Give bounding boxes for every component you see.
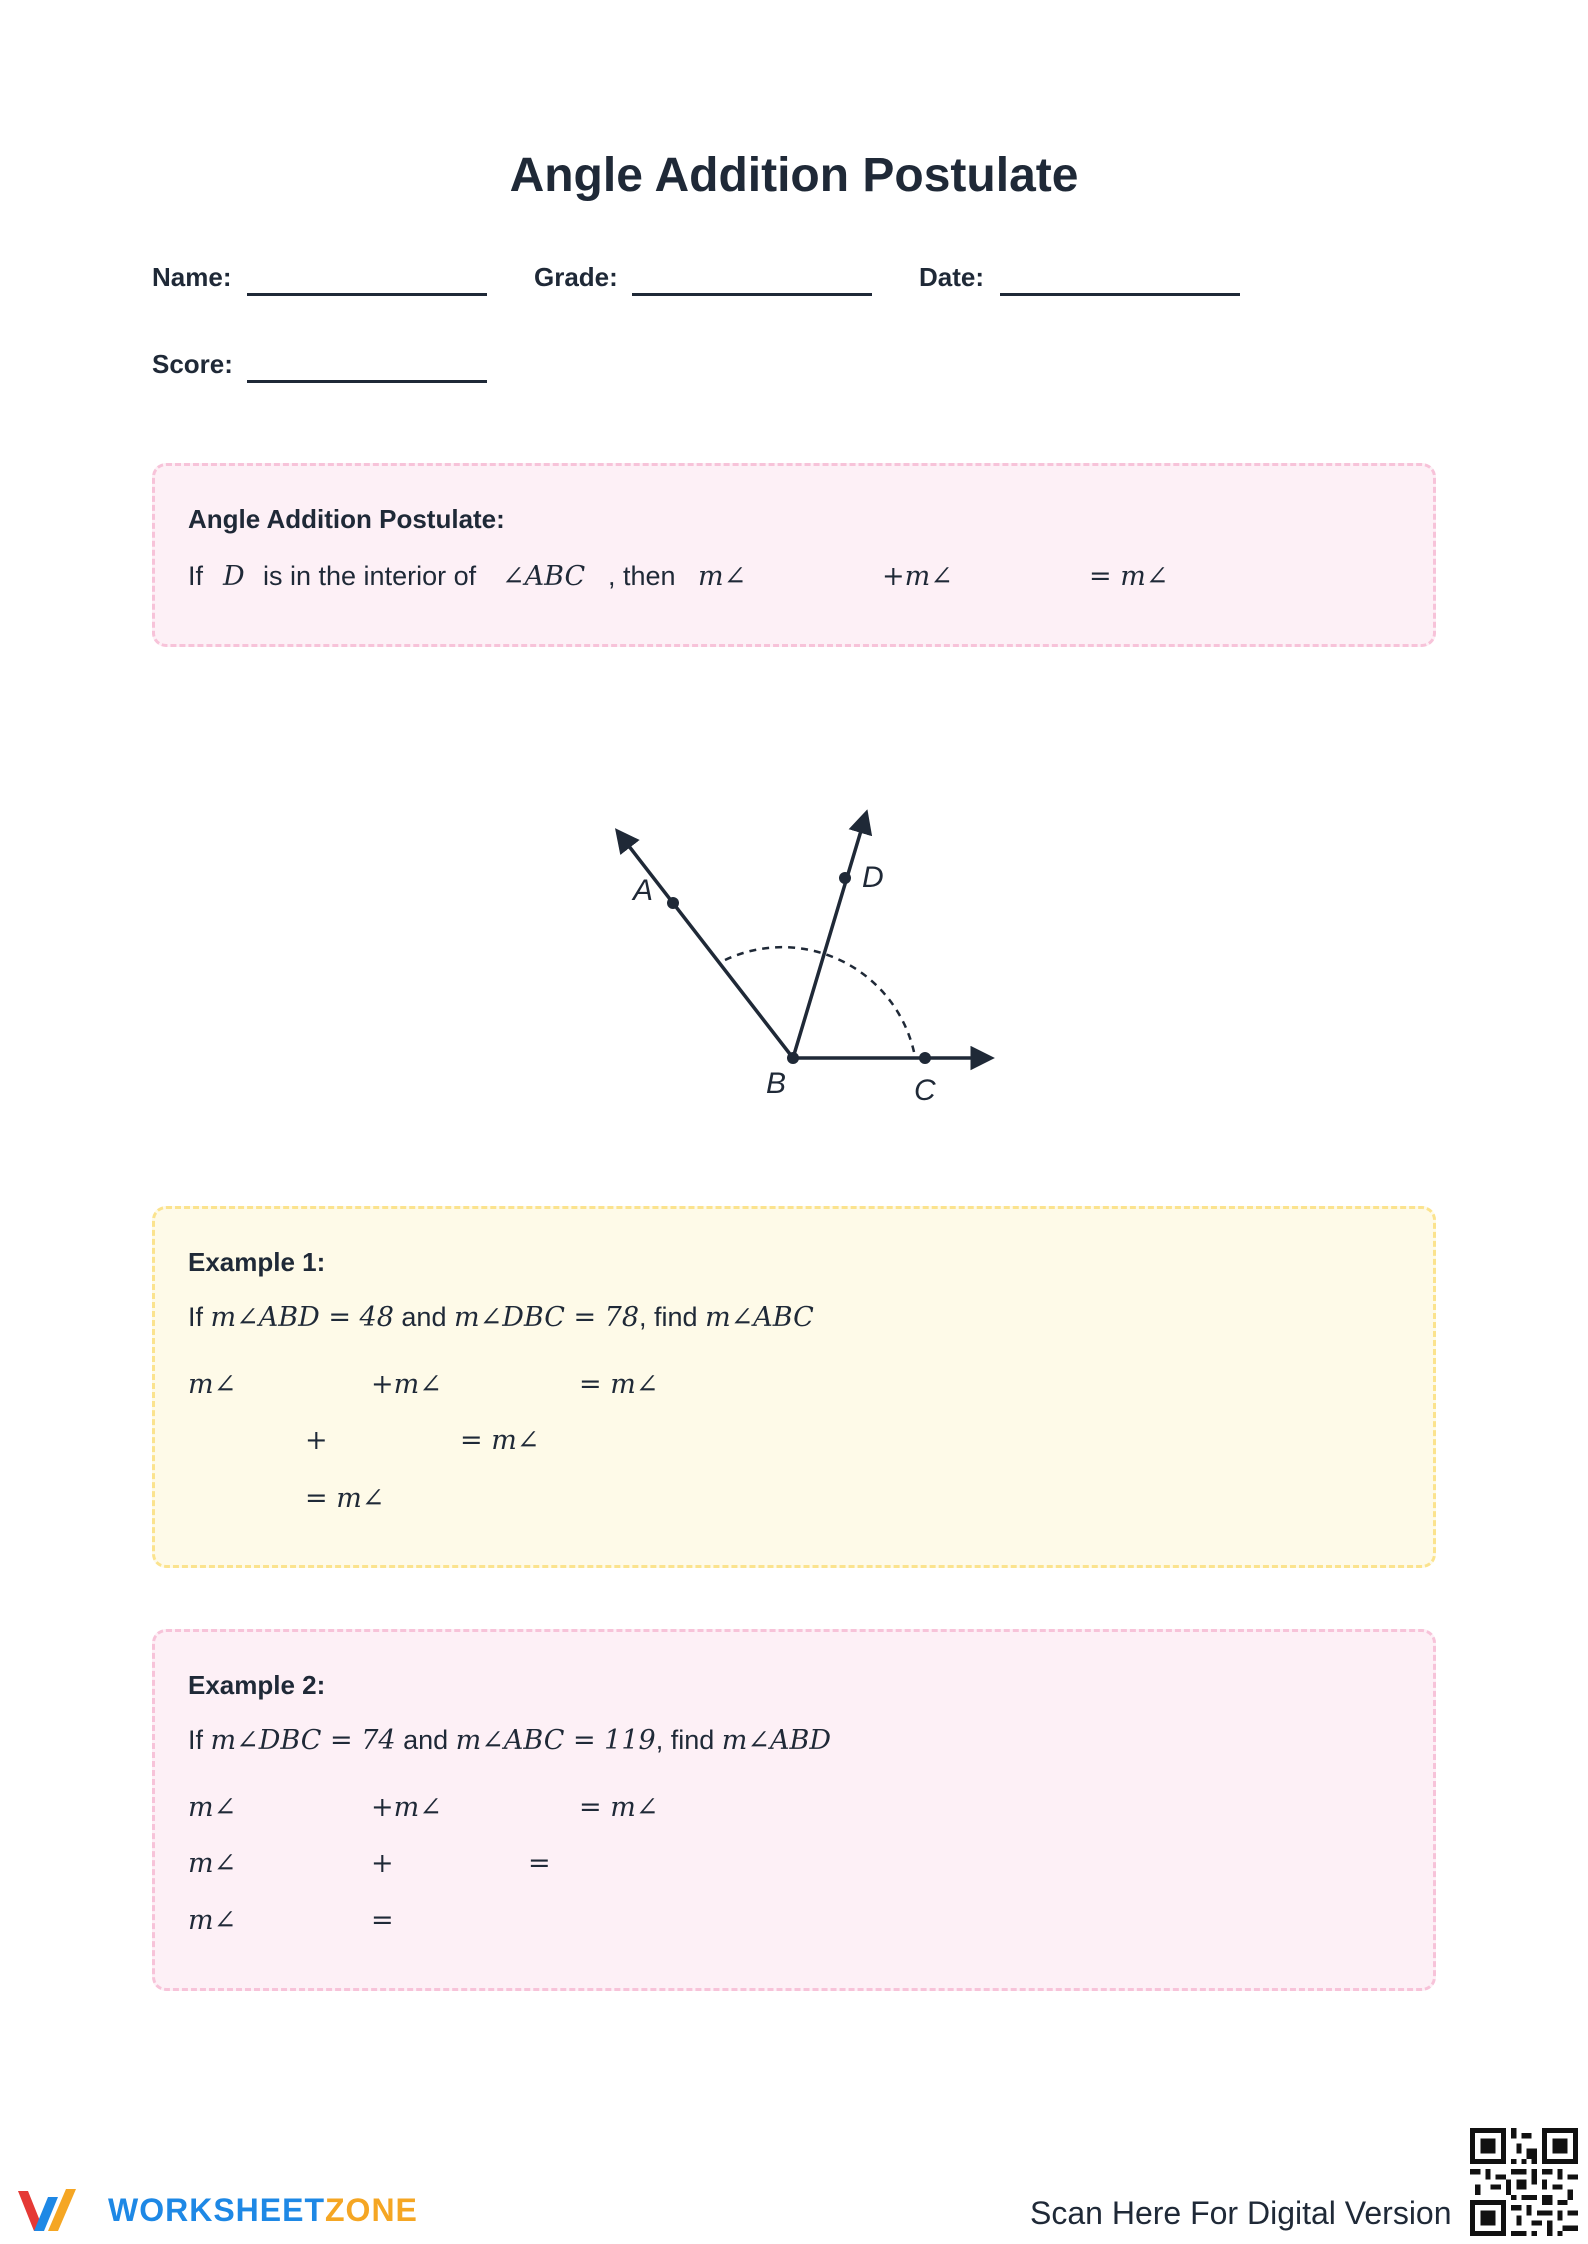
label-c: C — [914, 1074, 936, 1107]
brand-part-1: WORKSHEET — [108, 2192, 325, 2228]
q-find: , find — [655, 1725, 715, 1755]
postulate-m2: +m∠ — [882, 561, 953, 592]
score-field[interactable] — [247, 380, 487, 383]
step1-term2: +m∠ — [371, 1369, 442, 1400]
postulate-heading: Angle Addition Postulate: — [188, 504, 505, 534]
postulate-if: If — [188, 561, 204, 591]
step1-term1: m∠ — [188, 1792, 237, 1823]
grade-label: Grade: — [534, 262, 618, 292]
point-b — [787, 1052, 799, 1064]
brand-part-2: ZONE — [325, 2192, 418, 2228]
q-given-2: m∠ABC = 119 — [455, 1725, 656, 1756]
date-field[interactable] — [1000, 293, 1240, 296]
label-a: A — [633, 874, 654, 907]
step1-term2: +m∠ — [371, 1792, 442, 1823]
postulate-then: , then — [608, 561, 676, 591]
score-label: Score: — [152, 349, 233, 379]
step2-equals: = — [528, 1848, 551, 1879]
date-label: Date: — [919, 262, 985, 292]
q-and: and — [403, 1725, 449, 1755]
name-label: Name: — [152, 262, 232, 292]
qr-code-icon[interactable] — [1470, 2128, 1578, 2236]
step2-result: = m∠ — [460, 1425, 540, 1456]
postulate-m3: = m∠ — [1089, 561, 1169, 592]
q-target: m∠ABC — [705, 1302, 814, 1333]
step3-term1: m∠ — [188, 1905, 237, 1936]
q-target: m∠ABD — [721, 1725, 831, 1756]
example2-question — [188, 1725, 831, 1756]
postulate-point: D — [223, 561, 245, 592]
q-if: If — [188, 1302, 204, 1332]
example2-heading: Example 2: — [188, 1670, 326, 1700]
example2-box — [152, 1629, 1436, 1991]
point-d — [839, 872, 851, 884]
ray-ba — [618, 832, 793, 1058]
postulate-box — [152, 463, 1436, 647]
point-a — [667, 897, 679, 909]
postulate-m1: m∠ — [698, 561, 747, 592]
label-d: D — [862, 861, 884, 894]
scan-text: Scan Here For Digital Version — [1030, 2195, 1452, 2231]
ray-bd — [793, 814, 866, 1058]
page-title: Angle Addition Postulate — [509, 149, 1079, 202]
example1-heading: Example 1: — [188, 1247, 326, 1277]
step2-plus: + — [371, 1848, 394, 1879]
point-c — [919, 1052, 931, 1064]
step2-plus: + — [305, 1425, 328, 1456]
postulate-angle: ∠ABC — [502, 561, 586, 592]
example1-box — [152, 1206, 1436, 1568]
q-given-2: m∠DBC = 78 — [453, 1302, 640, 1333]
label-b: B — [766, 1067, 787, 1100]
postulate-middle: is in the interior of — [263, 561, 477, 591]
grade-field[interactable] — [632, 293, 872, 296]
step2-term1: m∠ — [188, 1848, 237, 1879]
step3-result: = m∠ — [305, 1483, 385, 1514]
q-if: If — [188, 1725, 204, 1755]
step3-equals: = — [371, 1905, 394, 1936]
q-given-1: m∠DBC = 74 — [210, 1725, 396, 1756]
step1-term3: = m∠ — [579, 1369, 659, 1400]
step1-term3: = m∠ — [579, 1792, 659, 1823]
name-field[interactable] — [247, 293, 487, 296]
q-given-1: m∠ABD = 48 — [210, 1302, 394, 1333]
q-find: , find — [639, 1302, 698, 1332]
brand-name — [108, 2192, 418, 2229]
dashed-arc — [725, 947, 914, 1052]
worksheetzone-logo-icon — [14, 2183, 94, 2237]
step1-term1: m∠ — [188, 1369, 237, 1400]
example1-question — [188, 1302, 814, 1333]
q-and: and — [401, 1302, 447, 1332]
angle-diagram — [580, 780, 1020, 1120]
